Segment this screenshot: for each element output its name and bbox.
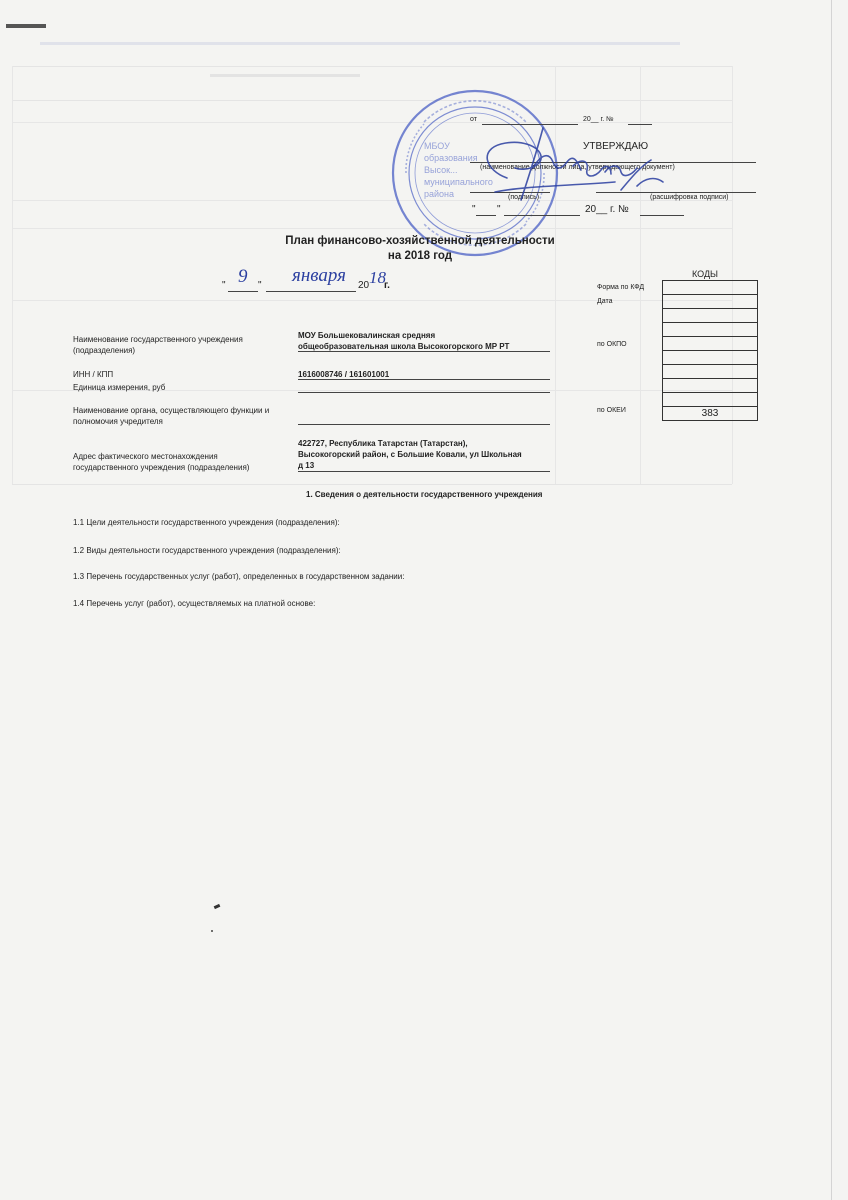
codes-label-date: Дата [597,298,613,305]
approval-bottom-g: 20__ г. № [585,204,629,215]
approval-position-caption: (наименование должности лица, утверждающего документ) [480,164,675,171]
codes-label-okpo: по ОКПО [597,341,627,348]
field-label-inn-kpp: ИНН / КПП [73,370,114,379]
doc-date-month-line [266,291,356,292]
approval-bottom-quote-open: " [472,204,476,215]
field-underline-inn-kpp [298,379,550,380]
approval-top-ot: от [470,116,477,123]
field-underline-address [298,471,550,472]
page-title-line2: на 2018 год [387,250,453,262]
codes-cell-okpo [663,337,757,351]
codes-cell [663,323,757,337]
codes-cell [663,393,757,407]
doc-date-month-handwritten: января [292,265,346,286]
field-value-address: 422727, Республика Татарстан (Татарстан), Высокогорский район, с Большие Ковали, ул Школьная д 13 [298,439,522,470]
stamp-line: муниципального [424,177,493,187]
codes-label-kfd: Форма по КФД [597,284,645,291]
approval-top-g: 20__ г. № [583,116,614,123]
codes-table [662,280,758,421]
codes-cell [663,309,757,323]
codes-label-okei: по ОКЕИ [597,407,626,414]
stamp-line: образования [424,153,478,163]
approval-utverzhdayu: УТВЕРЖДАЮ [583,141,649,152]
field-label-institution: Наименование государственного учреждения (подразделения) [73,335,243,355]
doc-date-day-line [228,291,258,292]
scan-fold-line [831,0,832,1200]
section1-heading: 1. Сведения о деятельности государственного учреждения [306,490,543,499]
codes-cell [663,365,757,379]
doc-date-g: г. [384,280,390,291]
field-label-unit: Единица измерения, руб [73,383,166,392]
field-value-inn-kpp: 1616008746 / 161601001 [298,370,390,379]
field-underline-founder [298,424,550,425]
section1-item-1-1: 1.1 Цели деятельности государственного учреждения (подразделения): [73,518,340,527]
doc-date-year-handwritten: 18 [369,268,386,287]
field-value-institution: МОУ Большековалинская средняя общеобразовательная школа Высокогорского МР РТ [298,331,510,351]
approval-signature-caption: (подпись) [508,194,540,201]
field-label-address: Адрес фактического местонахождения государственного учреждения (подразделения) [73,452,250,472]
doc-date-day-handwritten: 9 [238,266,248,287]
codes-cell-okei: 383 [663,407,757,421]
scan-corner-mark [6,24,46,28]
codes-cell-date [663,295,757,309]
stamp-line: МБОУ [424,141,450,151]
section1-item-1-2: 1.2 Виды деятельности государственного учреждения (подразделения): [73,546,341,555]
page-title-line1: План финансово-хозяйственной деятельности [285,235,555,247]
section1-item-1-3: 1.3 Перечень государственных услуг (работ), определенных в государственном задании: [73,572,405,581]
codes-header: КОДЫ [692,269,719,279]
stamp-line: Высок... [424,165,458,175]
stamp-line: района [424,189,455,199]
doc-date-close-quote: " [258,280,262,291]
field-underline-unit [298,392,550,393]
field-label-founder: Наименование органа, осуществляющего функции и полномочия учредителя [73,406,270,426]
codes-cell [663,379,757,393]
codes-cell [663,351,757,365]
approval-decoding-caption: (расшифровка подписи) [650,194,729,201]
handwritten-signature [455,120,675,220]
section1-item-1-4: 1.4 Перечень услуг (работ), осуществляемых на платной основе: [73,599,316,608]
scan-speck [211,930,213,932]
field-underline-institution [298,351,550,352]
codes-cell-kfd [663,281,757,295]
doc-date-open-quote: " [222,280,226,291]
page-title [230,234,610,264]
doc-date-year-prefix: 20 [358,280,370,291]
approval-bottom-quote-close: " [497,204,501,215]
